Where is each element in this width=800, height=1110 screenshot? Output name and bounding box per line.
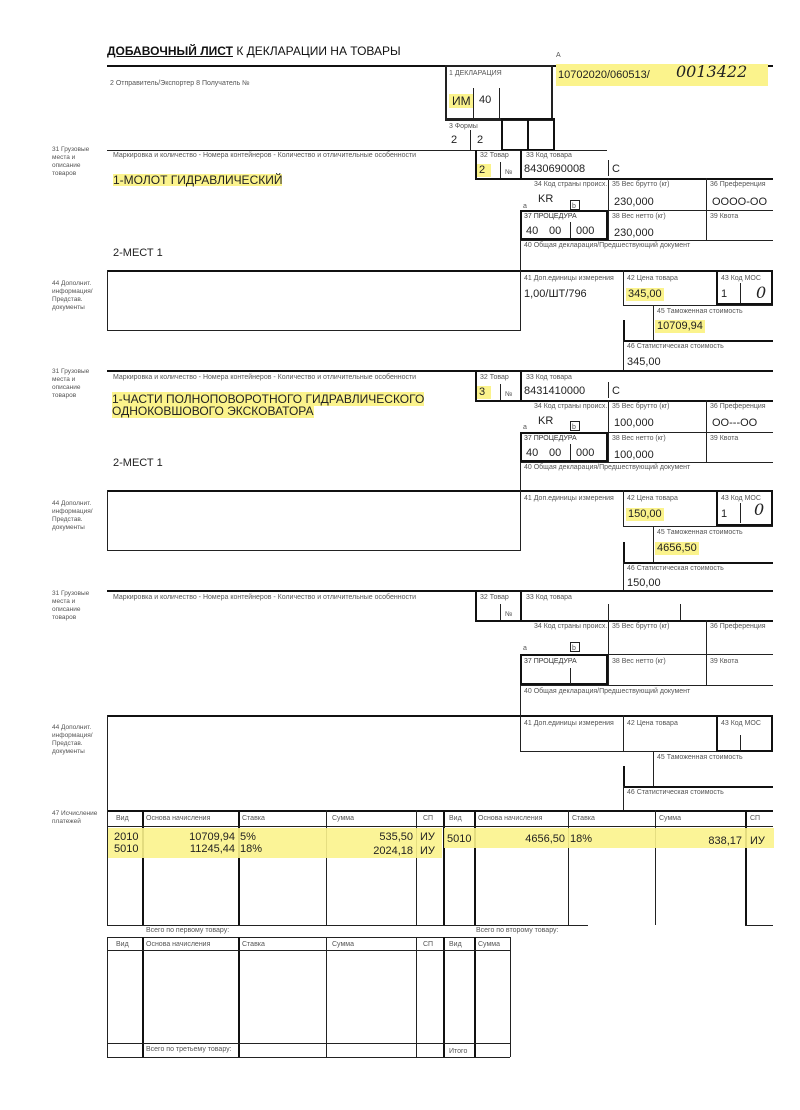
pay2-row1-rate: 18% (570, 833, 593, 845)
item3-no-sign: № (505, 611, 513, 618)
pay2-col-rate: Ставка (572, 815, 595, 822)
item2-sub-a: a (523, 424, 527, 431)
item2-quota-label: 39 Квота (710, 435, 739, 442)
item2-stat-label: 46 Статистическая стоимость (627, 565, 724, 572)
item1-mos-label: 43 Код МОС (721, 275, 761, 282)
item1-quota-label: 39 Квота (710, 213, 739, 220)
item2-description: 1-ЧАСТИ ПОЛНОПОВОРОТНОГО ГИДРАВЛИЧЕСКОГО ОДНОКОВШОВОГО ЭКСКОВАТОРА (112, 392, 425, 418)
item2-proc-3: 000 (576, 447, 595, 459)
item1-units-label: 41 Доп.единицы измерения (524, 275, 614, 282)
item1-customs-value: 10709,94 (657, 320, 703, 332)
pay2-col-sp: СП (750, 815, 761, 822)
form-total: 2 (477, 134, 484, 146)
item1-pref-label: 36 Преференция (710, 181, 766, 188)
sender-label: 2 Отправитель/Экспортер 8 Получатель № (110, 80, 250, 87)
item3-customs-label: 45 Таможенная стоимость (657, 754, 743, 761)
pay2-col-type: Вид (449, 815, 462, 822)
item2-hs-extra: С (612, 385, 620, 397)
item1-country: KR (538, 193, 554, 205)
item1-marking-label: Маркировка и количество - Номера контейнеров - Количество и отличительные особенности (113, 152, 417, 159)
item1-description: 1-МОЛОТ ГИДРАВЛИЧЕСКИЙ (113, 173, 283, 187)
pay2-row1-sum: 838,17 (708, 835, 742, 847)
corner-letter: А (556, 52, 561, 59)
pay2-total-label: Всего по второму товару: (476, 927, 559, 934)
pay2-row1-base: 4656,50 (525, 833, 565, 845)
item2-pref-label: 36 Преференция (710, 403, 766, 410)
item2-gross-label: 35 Вес брутто (кг) (612, 403, 670, 410)
item2-marking-label: Маркировка и количество - Номера контейнеров - Количество и отличительные особенности (113, 374, 417, 381)
item3-prevdoc-label: 40 Общая декларация/Предшествующий документ (524, 688, 691, 695)
pay1-row2-sp: ИУ (420, 845, 435, 857)
item2-procedure-label: 37 ПРОЦЕДУРА (524, 435, 577, 442)
pay4-col-type: Вид (449, 941, 462, 948)
item3-country-label: 34 Код страны происх. (534, 623, 608, 630)
pay2-col-sum: Сумма (659, 815, 681, 822)
item2-prevdoc-label: 40 Общая декларация/Предшествующий документ (524, 464, 691, 471)
pay2-row1-sp: ИУ (750, 835, 765, 847)
item1-mos: 1 (721, 288, 728, 300)
pay1-col-type: Вид (116, 815, 129, 822)
pay2-col-base: Основа начисления (478, 815, 543, 822)
item1-stat-value: 345,00 (627, 356, 661, 368)
item1-price: 345,00 (628, 288, 662, 300)
item1-gross-label: 35 Вес брутто (кг) (612, 181, 670, 188)
item2-stat-value: 150,00 (627, 577, 661, 589)
pay1-col-sp: СП (423, 815, 434, 822)
item3-units-label: 41 Доп.единицы измерения (524, 720, 614, 727)
item1-sub-a: a (523, 203, 527, 210)
pay3-total-label: Всего по третьему товару: (146, 1046, 232, 1053)
item3-sub-a: a (523, 645, 527, 652)
item3-additional-label: 44 Дополнит. информация/ Представ. документы (52, 724, 93, 755)
item3-pref-label: 36 Преференция (710, 623, 766, 630)
item3-no-label: 32 Товар (480, 594, 509, 601)
item1-hs-label: 33 Код товара (526, 152, 572, 159)
pay1-row2-rate: 18% (240, 843, 263, 855)
item3-marking-label: Маркировка и количество - Номера контейнеров - Количество и отличительные особенности (113, 594, 417, 601)
item3-gross-label: 35 Вес брутто (кг) (612, 623, 670, 630)
item2-goods-label: 31 Грузовые места и описание товаров (52, 368, 90, 399)
pay1-total-label: Всего по первому товару: (146, 927, 230, 934)
item1-proc-2: 00 (549, 225, 562, 237)
item2-proc-2: 00 (549, 447, 562, 459)
item2-mos-hand: 0 (754, 500, 765, 519)
declaration-code: 40 (479, 94, 492, 106)
item1-proc-1: 40 (526, 225, 539, 237)
form-title (107, 44, 401, 58)
item2-hs-code: 8431410000 (524, 385, 586, 397)
pay3-col-rate: Ставка (242, 941, 265, 948)
item2-price-label: 42 Цена товара (627, 495, 678, 502)
item1-country-label: 34 Код страны происх. (534, 181, 608, 188)
item1-no-label: 32 Товар (480, 152, 509, 159)
pay1-row1-rate: 5% (240, 831, 256, 843)
form-current: 2 (451, 134, 458, 146)
item2-pref: ОО---ОО (712, 417, 758, 429)
item3-stat-label: 46 Статистическая стоимость (627, 789, 724, 796)
item2-description-box (112, 393, 507, 417)
item3-price-label: 42 Цена товара (627, 720, 678, 727)
item2-proc-1: 40 (526, 447, 539, 459)
payments-label: 47 Исчисление платежей (52, 810, 98, 825)
item2-places: 2-МЕСТ 1 (113, 457, 163, 469)
pay1-col-base: Основа начисления (146, 815, 211, 822)
item1-no-sign: № (505, 169, 513, 176)
item2-country: KR (538, 415, 554, 427)
pay1-col-rate: Ставка (242, 815, 265, 822)
item1-procedure-label: 37 ПРОЦЕДУРА (524, 213, 577, 220)
pay4-col-sum: Сумма (478, 941, 500, 948)
item2-number: 3 (476, 386, 491, 399)
pay2-row1-type: 5010 (447, 833, 472, 845)
item2-units-label: 41 Доп.единицы измерения (524, 495, 614, 502)
registration-handwritten: 0013422 (676, 62, 748, 81)
item2-hs-label: 33 Код товара (526, 374, 572, 381)
item2-mos: 1 (721, 508, 728, 520)
item3-mos-label: 43 Код МОС (721, 720, 761, 727)
declaration-label: 1 ДЕКЛАРАЦИЯ (449, 70, 502, 77)
form-title-sub: К ДЕКЛАРАЦИИ НА ТОВАРЫ (236, 44, 401, 58)
item1-additional-label: 44 Дополнит. информация/ Представ. документы (52, 280, 93, 311)
pay1-row1-sp: ИУ (420, 831, 435, 843)
item1-goods-label: 31 Грузовые места и описание товаров (52, 146, 90, 177)
pay1-row2-sum: 2024,18 (373, 845, 413, 857)
item2-no-label: 32 Товар (480, 374, 509, 381)
item1-customs-label: 45 Таможенная стоимость (657, 308, 743, 315)
pay3-col-type: Вид (116, 941, 129, 948)
item2-customs-value: 4656,50 (657, 542, 697, 554)
item2-additional-label: 44 Дополнит. информация/ Представ. документы (52, 500, 93, 531)
item1-net: 230,000 (614, 227, 654, 239)
item1-hs-code: 8430690008 (524, 163, 586, 175)
item1-proc-3: 000 (576, 225, 595, 237)
item2-net-label: 38 Вес нетто (кг) (612, 435, 666, 442)
item1-prevdoc-label: 40 Общая декларация/Предшествующий документ (524, 242, 691, 249)
pay1-row2-type: 5010 (114, 843, 139, 855)
forms-label: 3 Формы (449, 123, 478, 130)
item1-stat-label: 46 Статистическая стоимость (627, 343, 724, 350)
item1-places: 2-МЕСТ 1 (113, 247, 163, 259)
item1-price-label: 42 Цена товара (627, 275, 678, 282)
pay1-row1-sum: 535,50 (379, 831, 413, 843)
item3-hs-label: 33 Код товара (526, 594, 572, 601)
pay1-row2-base: 11245,44 (189, 843, 235, 855)
item2-mos-label: 43 Код МОС (721, 495, 761, 502)
item1-units: 1,00/ШТ/796 (524, 288, 587, 300)
item1-pref: ОООО-ОО (712, 196, 767, 208)
item1-number: 2 (476, 164, 491, 177)
grand-total-label: Итого (449, 1048, 468, 1055)
item3-quota-label: 39 Квота (710, 658, 739, 665)
item2-net: 100,000 (614, 449, 654, 461)
pay1-col-sum: Сумма (332, 815, 354, 822)
pay3-col-base: Основа начисления (146, 941, 211, 948)
item1-sub-b: b (572, 203, 576, 210)
item2-country-label: 34 Код страны происх. (534, 403, 608, 410)
item2-no-sign: № (505, 391, 513, 398)
item3-goods-label: 31 Грузовые места и описание товаров (52, 590, 90, 621)
item2-customs-label: 45 Таможенная стоимость (657, 529, 743, 536)
item3-procedure-label: 37 ПРОЦЕДУРА (524, 658, 577, 665)
pay3-col-sum: Сумма (332, 941, 354, 948)
declaration-type: ИМ (449, 94, 474, 108)
registration-number: 10702020/060513/ (558, 69, 650, 81)
pay1-row1-type: 2010 (114, 831, 139, 843)
pay3-col-sp: СП (423, 941, 434, 948)
item1-hs-extra: С (612, 163, 620, 175)
item2-gross: 100,000 (614, 417, 654, 429)
pay1-row1-base: 10709,94 (189, 831, 235, 843)
form-title-main: ДОБАВОЧНЫЙ ЛИСТ (107, 44, 233, 58)
item3-sub-b: b (572, 645, 576, 652)
item1-mos-hand: 0 (756, 283, 767, 302)
item3-net-label: 38 Вес нетто (кг) (612, 658, 666, 665)
item2-price: 150,00 (628, 508, 662, 520)
item1-net-label: 38 Вес нетто (кг) (612, 213, 666, 220)
item2-sub-b: b (572, 424, 576, 431)
item1-gross: 230,000 (614, 196, 654, 208)
